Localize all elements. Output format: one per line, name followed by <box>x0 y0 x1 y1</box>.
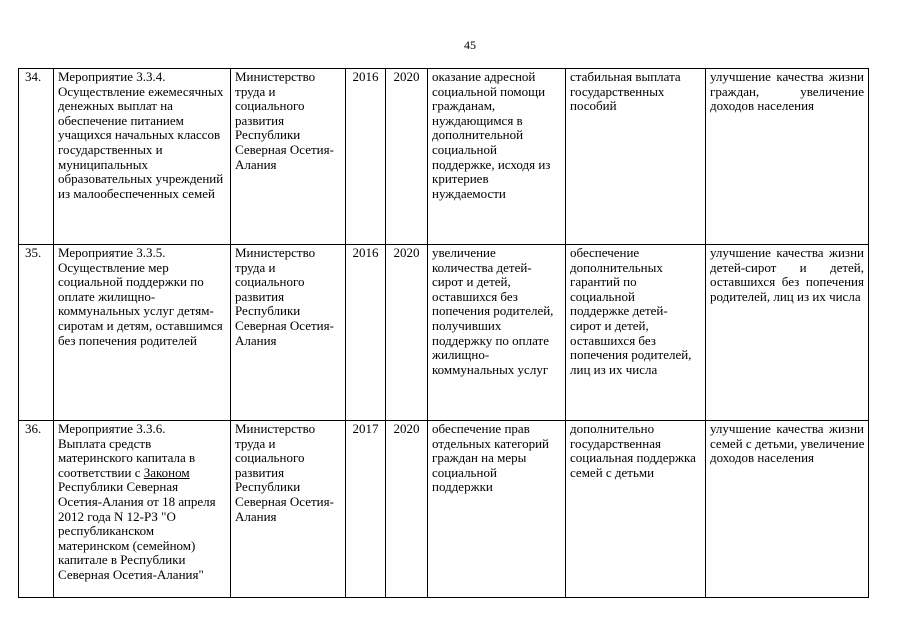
ministry-text: Министерство труда и социального развития Республики Северная Осетия- Алания <box>235 245 334 348</box>
indicator-cell <box>566 245 706 421</box>
effect-line: граждан, увеличение <box>710 83 864 99</box>
start-year-cell <box>346 69 386 245</box>
effect-cell <box>706 245 869 421</box>
end-year-cell <box>386 421 428 598</box>
row-number: 34. <box>25 69 42 84</box>
end-year: 2020 <box>393 245 420 260</box>
end-year-cell <box>386 245 428 421</box>
result-cell <box>428 245 566 421</box>
ministry-text: Министерство труда и социального развития Республики Северная Осетия- Алания <box>235 421 334 524</box>
program-table <box>18 68 869 598</box>
effect-line: улучшение качества жизни <box>710 69 864 84</box>
measure-text: Осуществление мер социальной поддержки по оплате жилищно- коммунальных услуг детям- сиротам и детям, оставшимся без попечения родителей <box>58 259 223 348</box>
ministry-text: Министерство труда и социального развития Республики Северная Осетия- Алания <box>235 69 334 172</box>
row-number-cell <box>19 245 54 421</box>
measure-cell <box>54 245 231 421</box>
end-year: 2020 <box>393 69 420 84</box>
effect-line: улучшение качества жизни <box>710 421 864 436</box>
measure-text-part: Республики Северная Осетия-Алания от 18 апреля 2012 года N 12-РЗ "О республиканском материнском (семейном) капитале в Республики Северная Осетия-Алания" <box>58 479 216 582</box>
effect-line: улучшение качества жизни <box>710 245 864 260</box>
measure-text: Осуществление ежемесячных денежных выплат на обеспечение питанием учащихся начальных классов государственных и муниципальных образовательных учреждений из малообеспеченных семей <box>58 83 224 201</box>
result-text: оказание адресной социальной помощи гражданам, нуждающимся в дополнительной социальной поддержке, исходя из критериев нуждаемости <box>432 69 551 201</box>
effect-line: родителей, лиц из их числа <box>710 288 861 304</box>
start-year-cell <box>346 421 386 598</box>
row-number-cell <box>19 421 54 598</box>
result-text: обеспечение прав отдельных категорий граждан на меры социальной поддержки <box>432 421 550 495</box>
effect-line: доходов населения <box>710 98 814 114</box>
end-year-cell <box>386 69 428 245</box>
measure-text-part: Выплата средств материнского капитала в соответствии с <box>58 435 196 480</box>
indicator-text: стабильная выплата государственных пособий <box>570 69 681 114</box>
ministry-cell <box>231 245 346 421</box>
indicator-cell <box>566 421 706 598</box>
end-year: 2020 <box>393 421 420 436</box>
indicator-text: обеспечение дополнительных гарантий по социальной поддержке детей- сирот и детей, оставшихся без попечения родителей, лиц из их числа <box>570 245 692 377</box>
row-number-cell <box>19 69 54 245</box>
row-number: 36. <box>25 421 42 436</box>
result-cell <box>428 69 566 245</box>
ministry-cell <box>231 421 346 598</box>
table-row <box>19 421 869 598</box>
measure-title: Мероприятие 3.3.5. <box>58 245 166 260</box>
start-year-cell <box>346 245 386 421</box>
measure-title: Мероприятие 3.3.4. <box>58 69 166 84</box>
ministry-cell <box>231 69 346 245</box>
result-cell <box>428 421 566 598</box>
measure-cell <box>54 421 231 598</box>
effect-cell <box>706 421 869 598</box>
effect-line: семей с детьми, увеличение <box>710 435 865 451</box>
indicator-text: дополнительно государственная социальная поддержка семей с детьми <box>570 421 696 480</box>
start-year: 2017 <box>352 421 379 436</box>
start-year: 2016 <box>352 245 379 260</box>
effect-line: детей-сирот и детей, <box>710 259 864 275</box>
table-row <box>19 245 869 421</box>
law-link[interactable]: Законом <box>143 464 190 480</box>
effect-line: доходов населения <box>710 450 814 466</box>
indicator-cell <box>566 69 706 245</box>
page-number: 45 <box>464 38 476 52</box>
start-year: 2016 <box>352 69 379 84</box>
row-number: 35. <box>25 245 42 260</box>
measure-title: Мероприятие 3.3.6. <box>58 421 166 436</box>
effect-line: оставшихся без попечения <box>710 274 864 290</box>
measure-cell <box>54 69 231 245</box>
measure-text <box>58 437 227 583</box>
effect-cell <box>706 69 869 245</box>
result-text: увеличение количества детей- сирот и детей, оставшихся без попечения родителей, получивших поддержку по оплате жилищно- коммунальных услуг <box>432 245 554 377</box>
table-row <box>19 69 869 245</box>
